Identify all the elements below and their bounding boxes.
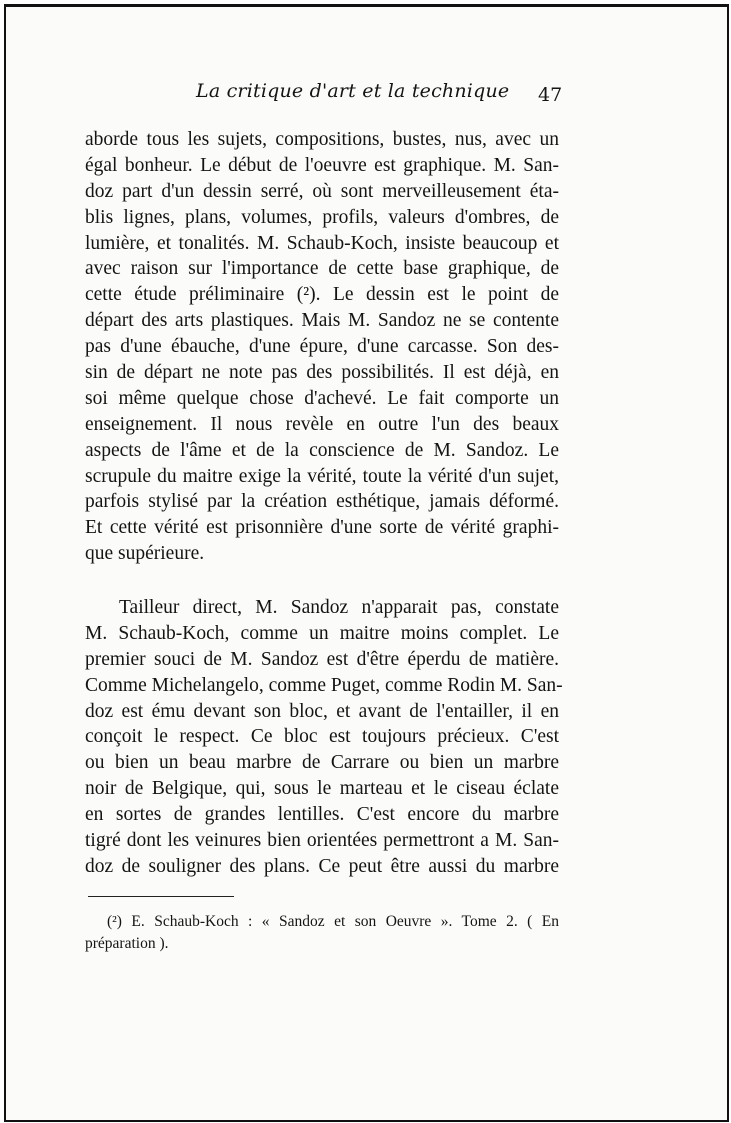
text-line: parfois stylisé par la création esthétique, jamais déformé. (85, 491, 559, 513)
footnote-line: préparation ). (85, 935, 169, 952)
page-number: 47 (538, 84, 563, 106)
text-line: scrupule du maitre exige la vérité, toute la vérité d'un sujet, (85, 465, 559, 487)
footnote-line: (²) E. Schaub-Koch : « Sandoz et son Oeuvre ». Tome 2. ( En (107, 913, 559, 930)
text-line: Tailleur direct, M. Sandoz n'apparait pas, constate (119, 597, 559, 618)
text-line: Et cette vérité est prisonnière d'une sorte de vérité graphi- (85, 517, 559, 539)
text-line: soi même quelque chose d'achevé. Le fait comporte un (85, 387, 559, 409)
text-line: en sortes de grandes lentilles. C'est encore du marbre (85, 804, 559, 826)
text-line: ou bien un beau marbre de Carrare ou bien un marbre (85, 752, 559, 774)
text-line: égal bonheur. Le début de l'oeuvre est graphique. M. San- (85, 154, 559, 176)
text-line: doz est ému devant son bloc, et avant de l'entailler, il en (85, 700, 559, 722)
text-line: départ des arts plastiques. Mais M. Sandoz ne se contente (85, 310, 559, 332)
running-title: La critique d'art et la technique (196, 80, 510, 102)
text-line: Comme Michelangelo, comme Puget, comme Rodin M. San- (85, 674, 563, 696)
text-line: premier souci de M. Sandoz est d'être éperdu de matière. (85, 648, 559, 670)
text-line: enseignement. Il nous revèle en outre l'un des beaux (85, 413, 559, 435)
text-line: blis lignes, plans, volumes, profils, valeurs d'ombres, de (85, 206, 559, 228)
text-line: sin de départ ne note pas des possibilités. Il est déjà, en (85, 362, 559, 384)
text-line: M. Schaub-Koch, comme un maitre moins complet. Le (85, 622, 559, 644)
text-line: que supérieure. (85, 543, 205, 565)
text-line: tigré dont les veinures bien orientées permettront a M. San- (85, 830, 559, 852)
text-line: lumière, et tonalités. M. Schaub-Koch, insiste beaucoup et (85, 232, 559, 254)
text-line: aborde tous les sujets, compositions, bustes, nus, avec un (85, 129, 559, 150)
paragraph-2 (85, 595, 563, 880)
text-line: doz de souligner des plans. Ce peut être aussi du marbre (85, 855, 559, 877)
text-line: noir de Belgique, qui, sous le marteau et le ciseau éclate (85, 778, 559, 800)
paragraph-1 (85, 127, 559, 567)
text-line: cette étude préliminaire (²). Le dessin est le point de (85, 284, 559, 306)
text-line: avec raison sur l'importance de cette base graphique, de (85, 258, 559, 280)
text-line: doz part d'un dessin serré, où sont merveilleusement éta- (85, 180, 559, 202)
text-line: pas d'une ébauche, d'une épure, d'une carcasse. Son des- (85, 336, 559, 358)
footnote (85, 911, 559, 955)
footnote-rule (88, 896, 234, 897)
text-line: aspects de l'âme et de la conscience de M. Sandoz. Le (85, 439, 559, 461)
text-line: conçoit le respect. Ce bloc est toujours précieux. C'est (85, 726, 559, 748)
